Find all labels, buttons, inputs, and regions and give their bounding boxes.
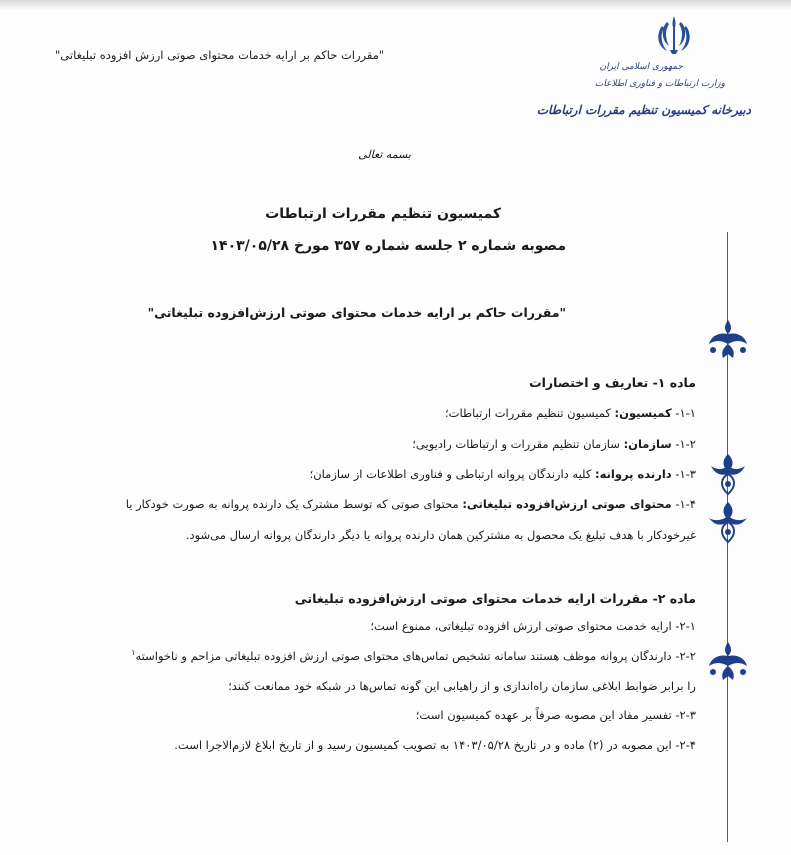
scan-edge [0, 0, 791, 10]
resolution-title: مصوبه شماره ۲ جلسه شماره ۳۵۷ مورخ ۱۴۰۳/۰۵/۲۸ [210, 238, 566, 254]
article1-item-3: ۱-۳- دارنده پروانه: کلیه دارندگان پروانه ارتباطی و فناوری اطلاعات از سازمان؛ [309, 467, 696, 481]
article1-heading: ماده ۱- تعاریف و اختصارات [529, 375, 696, 390]
article1-item-1: ۱-۱- کمیسیون: کمیسیون تنظیم مقررات ارتباطات؛ [445, 406, 696, 420]
footnote-mark: ۱ [131, 648, 136, 657]
ornament-icon [705, 640, 751, 684]
article1-item-4-continuation: غیرخودکار با هدف تبلیغ یک محصول به مشترکین همان دارنده پروانه یا دیگر دارندگان پروانه ارسال می‌شود. [185, 528, 696, 542]
regulation-title: "مقررات حاکم بر ارایه خدمات محتوای صوتی ارزش‌افزوده تبلیغاتی" [147, 305, 566, 320]
article1-item-2: ۱-۲- سازمان: سازمان تنظیم مقررات و ارتباطات رادیویی؛ [412, 437, 696, 451]
bismillah: بسمه تعالی [358, 148, 411, 161]
ornament-icon [705, 500, 751, 544]
org-line-secretariat: دبیرخانه کمیسیون تنظیم مقررات ارتباطات [536, 103, 751, 117]
ornament-icon [705, 452, 751, 496]
article1-item-4: ۱-۴- محتوای صوتی ارزش‌افزوده تبلیغاتی: محتوای صوتی که توسط مشترک یک دارنده پروانه به صورت خودکار یا [125, 497, 696, 511]
org-line-republic: جمهوری اسلامی ایران [599, 62, 683, 72]
article2-item-2-continuation: را برابر ضوابط ابلاغی سازمان راه‌اندازی و از راهیابی این گونه تماس‌ها در شبکه خود ممانعت کنند؛ [228, 679, 696, 693]
article2-item-4: ۲-۴- این مصوبه در (۲) ماده و در تاریخ ۱۴۰۳/۰۵/۲۸ به تصویب کمیسیون رسید و از تاریخ ابلاغ لازم‌الاجرا است. [174, 738, 696, 752]
org-line-ministry: وزارت ارتباطات و فناوری اطلاعات [594, 79, 725, 89]
header-note: "مقررات حاکم بر ارایه خدمات محتوای صوتی ارزش افزوده تبلیغاتی" [55, 48, 385, 62]
article2-item-3: ۲-۳- تفسیر مفاد این مصوبه صرفاً بر عهده کمیسیون است؛ [415, 708, 696, 722]
ornament-icon [705, 318, 751, 362]
commission-title: کمیسیون تنظیم مقررات ارتباطات [265, 206, 501, 222]
iran-emblem-icon [655, 14, 693, 58]
article2-heading: ماده ۲- مقررات ارایه خدمات محتوای صوتی ارزش‌افزوده تبلیغاتی [294, 591, 696, 606]
article2-item-2: ۲-۲- دارندگان پروانه موظف هستند سامانه تشخیص تماس‌های محتوای صوتی ارزش افزوده تبلیغاتی مزاحم و ناخواسته$^۱$ [131, 648, 696, 663]
article2-item-1: ۲-۱- ارایه خدمت محتوای صوتی ارزش افزوده تبلیغاتی، ممنوع است؛ [370, 619, 696, 633]
